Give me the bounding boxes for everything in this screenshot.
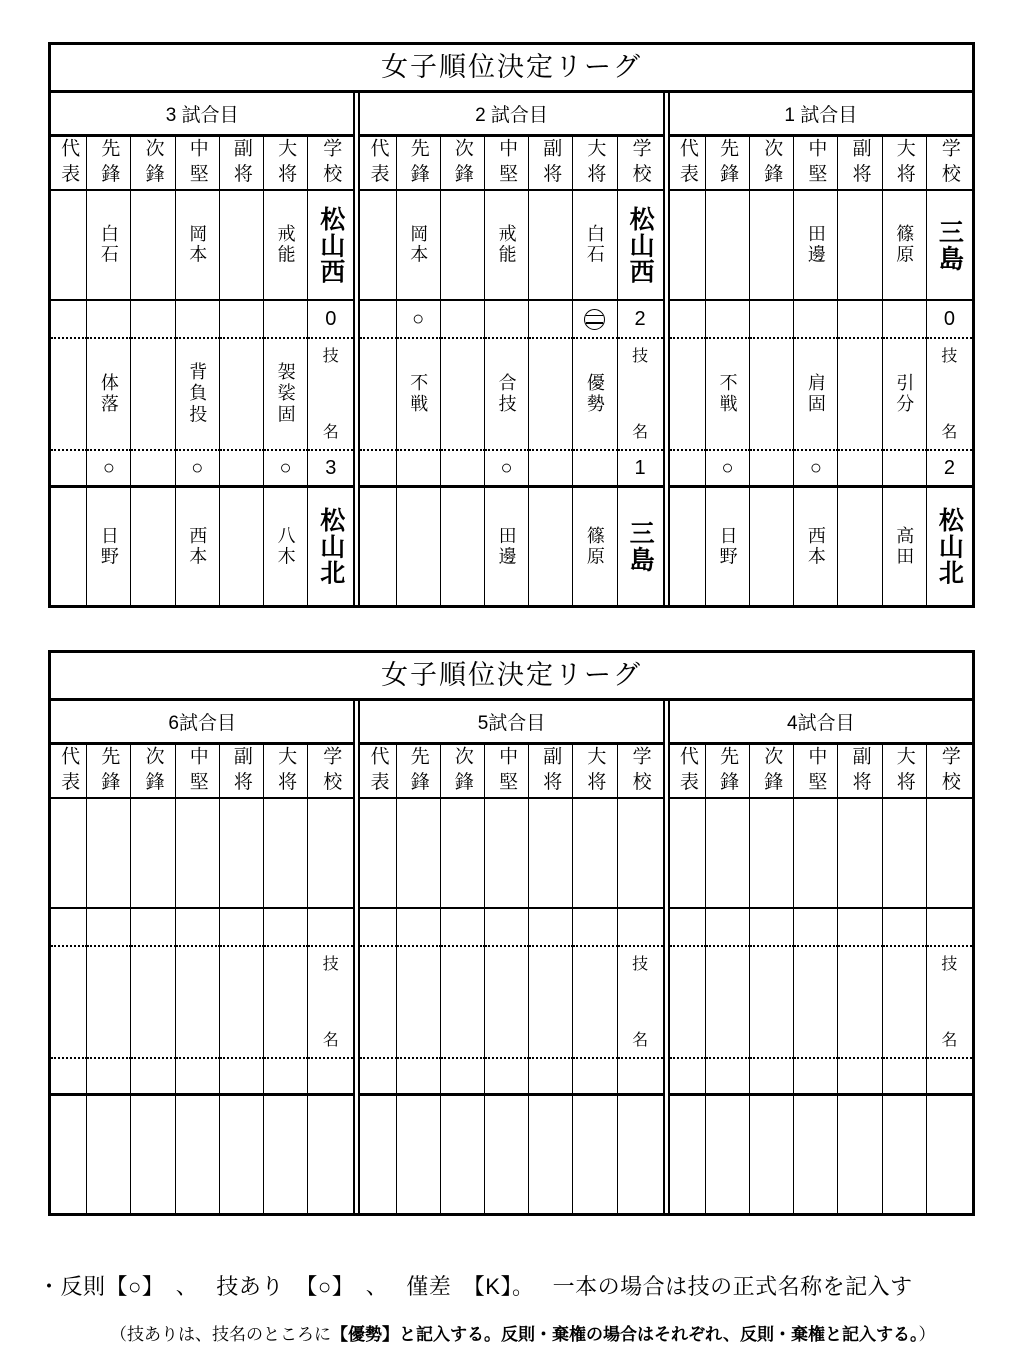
win-mark-cell — [838, 909, 882, 947]
school-name-cell: 松山西 — [618, 191, 663, 301]
school-name-cell — [618, 1096, 663, 1213]
win-mark-cell — [670, 909, 706, 947]
win-mark-cell — [441, 909, 485, 947]
player-name-cell — [794, 799, 838, 909]
col-header-fukusho: 副将 — [529, 137, 573, 191]
technique-name-cell — [360, 339, 396, 451]
col-header-gakko: 学校 — [308, 137, 353, 191]
win-mark-cell — [485, 1059, 529, 1096]
section-divider — [353, 701, 360, 1213]
league-table-2 — [48, 650, 975, 1216]
player-name-cell — [794, 1096, 838, 1213]
score-total-cell: 2 — [927, 451, 972, 488]
technique-label-cell — [927, 947, 972, 1059]
player-name-cell: 戒能 — [485, 191, 529, 301]
player-name-cell — [750, 191, 794, 301]
technique-name-cell — [529, 339, 573, 451]
score-total-cell — [308, 1059, 353, 1096]
legend-note — [110, 1320, 936, 1345]
win-mark-cell — [176, 909, 220, 947]
technique-name-cell: 肩固 — [794, 339, 838, 451]
win-mark-cell — [670, 301, 706, 339]
technique-label-char-top: 技 — [941, 348, 958, 365]
technique-name-cell — [131, 947, 175, 1059]
win-mark-cell — [176, 301, 220, 339]
player-name-cell — [441, 799, 485, 909]
player-name-cell — [838, 799, 882, 909]
win-mark-cell — [264, 301, 308, 339]
score-total-cell — [927, 909, 972, 947]
player-name-cell — [573, 799, 617, 909]
technique-name-cell — [485, 947, 529, 1059]
player-name-cell — [360, 799, 396, 909]
player-name-cell — [485, 799, 529, 909]
win-mark-cell — [794, 909, 838, 947]
player-name-cell: 篠原 — [573, 488, 617, 605]
win-mark-cell — [87, 909, 131, 947]
win-mark-cell — [441, 451, 485, 488]
col-header-fukusho: 副将 — [220, 745, 264, 799]
col-header-jiho: 次鋒 — [131, 137, 175, 191]
win-mark-cell — [706, 1059, 750, 1096]
player-name-cell — [529, 799, 573, 909]
col-header-taisho: 大将 — [264, 137, 308, 191]
win-mark-cell — [485, 909, 529, 947]
player-name-cell — [176, 1096, 220, 1213]
player-name-cell — [220, 799, 264, 909]
player-name-cell — [220, 191, 264, 301]
player-name-cell — [87, 799, 131, 909]
col-header-jiho: 次鋒 — [441, 745, 485, 799]
technique-name-cell — [51, 339, 87, 451]
match-section-1-3 — [670, 93, 972, 605]
technique-label-char-bottom: 名 — [322, 424, 339, 441]
col-header-senpo: 先鋒 — [706, 745, 750, 799]
win-mark-cell — [573, 451, 617, 488]
player-name-cell — [706, 1096, 750, 1213]
player-name-cell: 岡本 — [397, 191, 441, 301]
player-name-cell — [529, 488, 573, 605]
win-mark-cell — [485, 301, 529, 339]
win-mark-cell — [883, 451, 927, 488]
win-mark-cell — [529, 909, 573, 947]
win-mark-cell — [529, 301, 573, 339]
school-name-cell — [927, 799, 972, 909]
player-name-cell — [397, 1096, 441, 1213]
col-header-senpo: 先鋒 — [87, 137, 131, 191]
player-name-cell — [706, 799, 750, 909]
technique-label-char-top: 技 — [322, 348, 339, 365]
win-mark-cell — [573, 909, 617, 947]
technique-label-char-bottom: 名 — [632, 1032, 649, 1049]
player-name-cell — [51, 191, 87, 301]
score-total-cell: 0 — [927, 301, 972, 339]
col-header-taisho: 大将 — [883, 745, 927, 799]
match-grid — [360, 137, 662, 605]
col-header-gakko: 学校 — [618, 137, 663, 191]
win-mark-cell: ○ — [397, 301, 441, 339]
technique-name-cell — [87, 947, 131, 1059]
col-header-taisho: 大将 — [573, 745, 617, 799]
col-header-fukusho: 副将 — [220, 137, 264, 191]
player-name-cell — [670, 191, 706, 301]
win-mark-cell — [131, 1059, 175, 1096]
match-section-2-3 — [670, 701, 972, 1213]
technique-label-cell — [618, 339, 663, 451]
table-title: 女子順位決定リーグ — [51, 653, 972, 701]
player-name-cell — [670, 1096, 706, 1213]
win-mark-cell — [794, 301, 838, 339]
win-mark-cell — [131, 301, 175, 339]
player-name-cell — [87, 1096, 131, 1213]
technique-label-char-top: 技 — [322, 956, 339, 973]
col-header-fukusho: 副将 — [838, 137, 882, 191]
legend-line: ・反則【○】 、 技あり 【○】 、 僅差 【K】。 一本の場合は技の正式名称を記入す — [38, 1274, 913, 1299]
player-name-cell: 西本 — [176, 488, 220, 605]
player-name-cell: 田邊 — [794, 191, 838, 301]
technique-name-cell: 引分 — [883, 339, 927, 451]
score-total-cell: 2 — [618, 301, 663, 339]
technique-label-char-top: 技 — [632, 956, 649, 973]
win-mark-cell — [397, 1059, 441, 1096]
technique-name-cell — [706, 947, 750, 1059]
player-name-cell — [883, 799, 927, 909]
win-mark-cell — [883, 301, 927, 339]
legend-note-bold: 【優勢】と記入する。反則・棄権の場合はそれぞれ、反則・棄権と記入する。 — [331, 1325, 919, 1344]
section-divider — [353, 93, 360, 605]
player-name-cell — [441, 191, 485, 301]
win-mark-cell — [360, 451, 396, 488]
technique-name-cell — [670, 947, 706, 1059]
player-name-cell — [397, 799, 441, 909]
school-name-cell: 松山北 — [935, 507, 964, 586]
technique-name-cell — [220, 947, 264, 1059]
win-mark-cell: ○ — [264, 451, 308, 488]
win-mark-cell — [706, 301, 750, 339]
col-header-senpo: 先鋒 — [397, 137, 441, 191]
player-name-cell — [706, 191, 750, 301]
score-total-cell: 1 — [618, 451, 663, 488]
win-mark-cell — [670, 1059, 706, 1096]
match-grid — [670, 745, 972, 1213]
player-name-cell — [838, 191, 882, 301]
player-name-cell — [750, 488, 794, 605]
win-mark-cell — [220, 909, 264, 947]
score-total-cell — [618, 1059, 663, 1096]
win-mark-cell — [131, 909, 175, 947]
win-mark-cell — [220, 1059, 264, 1096]
win-mark-cell — [706, 909, 750, 947]
win-mark-cell — [220, 301, 264, 339]
win-mark-cell — [573, 1059, 617, 1096]
win-mark-cell — [883, 909, 927, 947]
match-label: 5試合目 — [360, 701, 662, 745]
win-mark-cell — [397, 451, 441, 488]
section-divider — [663, 93, 670, 605]
technique-label-char-top: 技 — [632, 348, 649, 365]
col-header-gakko: 学校 — [927, 745, 972, 799]
technique-name-cell — [441, 947, 485, 1059]
col-header-daihyo: 代表 — [51, 745, 87, 799]
match-grid — [360, 745, 662, 1213]
player-name-cell — [360, 488, 396, 605]
col-header-daihyo: 代表 — [670, 137, 706, 191]
school-name-cell — [308, 799, 353, 909]
win-mark-cell — [264, 1059, 308, 1096]
win-mark-cell — [51, 301, 87, 339]
match-label: 6試合目 — [51, 701, 353, 745]
player-name-cell — [750, 1096, 794, 1213]
match-grid — [51, 745, 353, 1213]
player-name-cell — [485, 1096, 529, 1213]
col-header-daihyo: 代表 — [360, 745, 396, 799]
technique-name-cell — [838, 947, 882, 1059]
win-mark-cell — [883, 1059, 927, 1096]
col-header-fukusho: 副将 — [529, 745, 573, 799]
col-header-chuken: 中堅 — [176, 137, 220, 191]
match-label: 4試合目 — [670, 701, 972, 745]
player-name-cell: 白石 — [573, 191, 617, 301]
win-mark-cell — [750, 451, 794, 488]
technique-name-cell — [264, 947, 308, 1059]
win-mark-cell — [529, 451, 573, 488]
technique-name-cell — [670, 339, 706, 451]
match-grid — [51, 137, 353, 605]
school-name-cell: 松山北 — [316, 507, 345, 586]
win-mark-cell — [360, 909, 396, 947]
win-mark-cell: ○ — [485, 451, 529, 488]
win-mark-cell: ○ — [176, 451, 220, 488]
table-title: 女子順位決定リーグ — [51, 45, 972, 93]
col-header-senpo: 先鋒 — [87, 745, 131, 799]
col-header-fukusho: 副将 — [838, 745, 882, 799]
section-divider — [663, 701, 670, 1213]
player-name-cell: 篠原 — [883, 191, 927, 301]
school-name-cell — [618, 799, 663, 909]
win-mark-cell — [264, 909, 308, 947]
technique-name-cell — [750, 947, 794, 1059]
match-label: 1 試合目 — [670, 93, 972, 137]
player-name-cell — [573, 1096, 617, 1213]
win-mark-cell: ○ — [794, 451, 838, 488]
player-name-cell — [441, 1096, 485, 1213]
score-total-cell — [308, 909, 353, 947]
player-name-cell — [131, 799, 175, 909]
school-name-cell: 三島 — [626, 520, 655, 573]
technique-name-cell: 合技 — [485, 339, 529, 451]
match-label: 2 試合目 — [360, 93, 662, 137]
player-name-cell — [529, 191, 573, 301]
player-name-cell — [51, 1096, 87, 1213]
school-name-cell: 三島 — [927, 191, 972, 301]
col-header-daihyo: 代表 — [360, 137, 396, 191]
player-name-cell — [220, 1096, 264, 1213]
technique-name-cell — [397, 947, 441, 1059]
col-header-jiho: 次鋒 — [131, 745, 175, 799]
technique-name-cell: 不戦 — [397, 339, 441, 451]
player-name-cell: 西本 — [794, 488, 838, 605]
match-section-1-2 — [360, 93, 662, 605]
table-body — [51, 93, 972, 605]
technique-label-cell — [308, 947, 353, 1059]
technique-name-cell — [573, 947, 617, 1059]
win-mark-cell — [529, 1059, 573, 1096]
technique-name-cell: 袈裟固 — [264, 339, 308, 451]
player-name-cell: 戒能 — [264, 191, 308, 301]
player-name-cell — [176, 799, 220, 909]
match-label: 3 試合目 — [51, 93, 353, 137]
player-name-cell: 日野 — [706, 488, 750, 605]
technique-label-char-bottom: 名 — [941, 424, 958, 441]
col-header-chuken: 中堅 — [485, 745, 529, 799]
technique-label-char-bottom: 名 — [322, 1032, 339, 1049]
match-grid — [670, 137, 972, 605]
technique-label-char-bottom: 名 — [632, 424, 649, 441]
win-mark-cell — [750, 301, 794, 339]
score-total-cell — [618, 909, 663, 947]
player-name-cell — [264, 799, 308, 909]
player-name-cell — [220, 488, 264, 605]
player-name-cell — [529, 1096, 573, 1213]
col-header-taisho: 大将 — [883, 137, 927, 191]
technique-name-cell — [750, 339, 794, 451]
technique-name-cell — [220, 339, 264, 451]
player-name-cell — [838, 488, 882, 605]
win-mark-cell — [794, 1059, 838, 1096]
player-name-cell — [397, 488, 441, 605]
technique-name-cell — [529, 947, 573, 1059]
player-name-cell: 日野 — [87, 488, 131, 605]
player-name-cell — [360, 1096, 396, 1213]
technique-name-cell: 体落 — [87, 339, 131, 451]
technique-name-cell — [883, 947, 927, 1059]
win-mark-cell — [750, 1059, 794, 1096]
score-total-cell: 3 — [308, 451, 353, 488]
win-mark-cell: ○ — [87, 451, 131, 488]
player-name-cell — [441, 488, 485, 605]
technique-label-cell — [618, 947, 663, 1059]
table-body — [51, 701, 972, 1213]
technique-label-cell — [308, 339, 353, 451]
col-header-senpo: 先鋒 — [706, 137, 750, 191]
legend-note-prefix: （技ありは、技名のところに — [110, 1325, 331, 1344]
school-name-cell: 松山西 — [308, 191, 353, 301]
league-table-1 — [48, 42, 975, 608]
technique-name-cell — [441, 339, 485, 451]
player-name-cell — [264, 1096, 308, 1213]
technique-label-char-bottom: 名 — [941, 1032, 958, 1049]
technique-name-cell — [51, 947, 87, 1059]
win-mark-cell — [360, 1059, 396, 1096]
technique-name-cell: 不戦 — [706, 339, 750, 451]
technique-name-cell — [131, 339, 175, 451]
win-mark-cell — [838, 301, 882, 339]
match-section-2-2 — [360, 701, 662, 1213]
col-header-gakko: 学校 — [618, 745, 663, 799]
player-name-cell — [51, 488, 87, 605]
win-mark-cell — [51, 909, 87, 947]
player-name-cell: 八木 — [264, 488, 308, 605]
win-mark-cell — [51, 1059, 87, 1096]
win-mark-cell — [131, 451, 175, 488]
player-name-cell: 田邊 — [485, 488, 529, 605]
col-header-daihyo: 代表 — [51, 137, 87, 191]
win-mark-cell — [750, 909, 794, 947]
col-header-chuken: 中堅 — [794, 137, 838, 191]
win-mark-cell — [670, 451, 706, 488]
technique-name-cell: 優勢 — [573, 339, 617, 451]
col-header-daihyo: 代表 — [670, 745, 706, 799]
win-mark-cell — [573, 301, 617, 339]
win-mark-cell — [441, 301, 485, 339]
win-mark-cell — [838, 451, 882, 488]
player-name-cell — [670, 488, 706, 605]
score-total-cell — [927, 1059, 972, 1096]
legend-note-suffix: ） — [918, 1325, 936, 1344]
technique-name-cell — [794, 947, 838, 1059]
player-name-cell — [131, 1096, 175, 1213]
player-name-cell: 高田 — [883, 488, 927, 605]
win-mark-cell — [51, 451, 87, 488]
col-header-chuken: 中堅 — [794, 745, 838, 799]
win-mark-cell — [360, 301, 396, 339]
col-header-gakko: 学校 — [927, 137, 972, 191]
col-header-chuken: 中堅 — [176, 745, 220, 799]
win-mark-cell — [220, 451, 264, 488]
win-mark-cell — [397, 909, 441, 947]
win-mark-cell: ○ — [706, 451, 750, 488]
win-mark-cell — [87, 1059, 131, 1096]
col-header-chuken: 中堅 — [485, 137, 529, 191]
score-total-cell: 0 — [308, 301, 353, 339]
col-header-jiho: 次鋒 — [441, 137, 485, 191]
win-mark-cell — [838, 1059, 882, 1096]
player-name-cell — [750, 799, 794, 909]
col-header-taisho: 大将 — [264, 745, 308, 799]
win-mark-cell — [176, 1059, 220, 1096]
player-name-cell — [838, 1096, 882, 1213]
player-name-cell — [670, 799, 706, 909]
win-mark-cell — [87, 301, 131, 339]
match-section-1-1 — [51, 93, 353, 605]
col-header-gakko: 学校 — [308, 745, 353, 799]
technique-name-cell — [360, 947, 396, 1059]
player-name-cell: 白石 — [87, 191, 131, 301]
player-name-cell — [883, 1096, 927, 1213]
player-name-cell: 岡本 — [176, 191, 220, 301]
col-header-jiho: 次鋒 — [750, 745, 794, 799]
school-name-cell — [308, 1096, 353, 1213]
technique-label-char-top: 技 — [941, 956, 958, 973]
col-header-senpo: 先鋒 — [397, 745, 441, 799]
col-header-jiho: 次鋒 — [750, 137, 794, 191]
technique-name-cell — [838, 339, 882, 451]
technique-name-cell — [176, 947, 220, 1059]
player-name-cell — [360, 191, 396, 301]
col-header-taisho: 大将 — [573, 137, 617, 191]
school-name-cell — [927, 1096, 972, 1213]
win-mark-cell — [441, 1059, 485, 1096]
technique-name-cell: 背負投 — [176, 339, 220, 451]
player-name-cell — [51, 799, 87, 909]
player-name-cell — [131, 191, 175, 301]
match-section-2-1 — [51, 701, 353, 1213]
technique-label-cell — [927, 339, 972, 451]
superiority-win-icon — [584, 309, 605, 330]
player-name-cell — [131, 488, 175, 605]
